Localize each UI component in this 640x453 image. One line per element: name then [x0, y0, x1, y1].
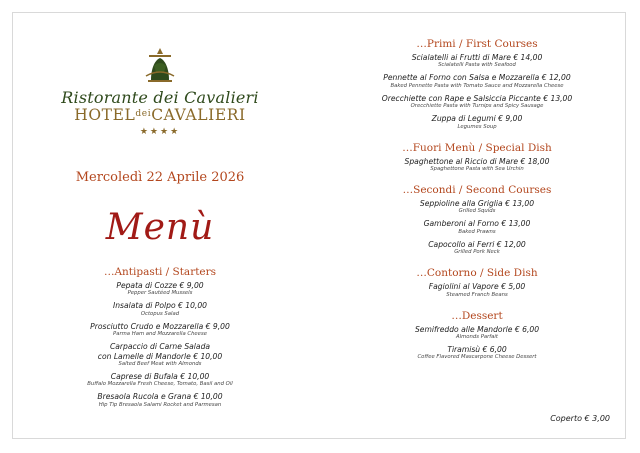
- dish-translation: Buffalo Mozzarella Fresh Cheese, Tomato, Basil and Oil: [87, 381, 233, 388]
- dish-name: Capocollo ai Ferri € 12,00: [428, 239, 526, 249]
- dish-name: Prosciutto Crudo e Mozzarella € 9,00: [90, 321, 230, 331]
- section-primi: [352, 38, 602, 131]
- dish-translation: Coffee Flavored Mascarpone Cheese Dessert: [417, 354, 537, 361]
- dish-name: Insalata di Polpo € 10,00: [112, 301, 207, 311]
- dish-name: Orecchiette con Rape e Salsiccia Piccante € 13,00: [381, 93, 573, 103]
- cover-charge: Coperto € 3,00: [550, 414, 610, 423]
- right-column: [352, 38, 602, 372]
- dish-translation: Octopus Salad: [140, 310, 180, 317]
- dish-name: Pennette al Forno con Salsa e Mozzarella € 12,00: [383, 73, 571, 83]
- section-title: …Contorno / Side Dish: [416, 267, 538, 280]
- menu-title: Menù: [105, 207, 215, 248]
- dish-translation: Grilled Squids: [458, 208, 496, 215]
- dish-translation: Legumes Soup: [457, 123, 497, 130]
- dish-name: Spaghettone al Riccio di Mare € 18,00: [404, 156, 550, 166]
- dish-translation: Grilled Pork Neck: [454, 249, 500, 256]
- section-title: …Dessert: [451, 309, 503, 322]
- dish-translation: Spaghettone Pasta with Sea Urchin: [430, 166, 524, 173]
- dish-name: Carpaccio di Carne Salada: [109, 342, 211, 352]
- section-fuori-menu: [352, 142, 602, 173]
- dish-translation: Pepper Sautéed Mussels: [127, 290, 193, 297]
- left-column: [40, 42, 280, 413]
- dish-name: Semifreddo alle Mandorle € 6,00: [414, 324, 540, 334]
- section-title: …Antipasti / Starters: [103, 266, 217, 278]
- dish-name: Seppioline alla Griglia € 13,00: [419, 199, 535, 209]
- section-title: …Fuori Menù / Special Dish: [402, 141, 552, 154]
- dish-translation: Baked Pennette Pasta with Tomato Sauce and Mozzarella Cheese: [390, 82, 564, 89]
- logo-stars: ★★★★: [139, 127, 181, 137]
- dish-name: Bresaola Rucola e Grana € 10,00: [97, 392, 223, 402]
- logo-hotel-text: $HOTEL^{dei}CAVALIERI$: [74, 106, 246, 124]
- section-dessert: [352, 310, 602, 362]
- section-secondi: [352, 184, 602, 256]
- dish-name: Gamberoni al Forno € 13,00: [423, 219, 531, 229]
- dish-translation: Parma Ham and Mozzarella Cheese: [113, 331, 207, 338]
- dish-translation: Orecchiette Pasta with Turnips and Spicy Sausage: [410, 103, 544, 110]
- restaurant-logo: [40, 42, 280, 142]
- knight-emblem-icon: [143, 46, 177, 84]
- section-title: …Secondi / Second Courses: [402, 184, 552, 197]
- dish-name: Scialatelli ai Frutti di Mare € 14,00: [411, 53, 543, 62]
- dish-translation: Hip Tip Bresaola Salami Rocket and Parmesan: [98, 401, 222, 408]
- dish-name: Caprese di Bufala € 10,00: [110, 372, 210, 382]
- dish-name-line2: con Lamelle di Mandorle € 10,00: [97, 351, 223, 361]
- dish-name: Zuppa di Legumi € 9,00: [431, 114, 523, 124]
- menu-date: Mercoledì 22 Aprile 2026: [75, 170, 245, 185]
- dish-name: Fagiolini al Vapore € 5,00: [428, 282, 526, 292]
- section-title: …Primi / First Courses: [416, 38, 538, 50]
- dish-translation: Steamed Franch Beans: [446, 291, 508, 298]
- dish-translation: Almonds Parfait: [456, 334, 498, 341]
- logo-ristorante-text: Ristorante dei Cavalieri: [61, 88, 259, 107]
- section-antipasti: [40, 266, 280, 409]
- dish-translation: Salted Beef Meat with Almonds: [118, 361, 202, 368]
- dish-translation: Baked Prawns: [458, 228, 496, 235]
- section-contorno: [352, 267, 602, 298]
- dish-translation: Scialatelli Pasta with Seafood: [438, 62, 516, 69]
- dish-name: Pepata di Cozze € 9,00: [116, 281, 204, 290]
- dish-name: Tiramisù € 6,00: [447, 345, 507, 355]
